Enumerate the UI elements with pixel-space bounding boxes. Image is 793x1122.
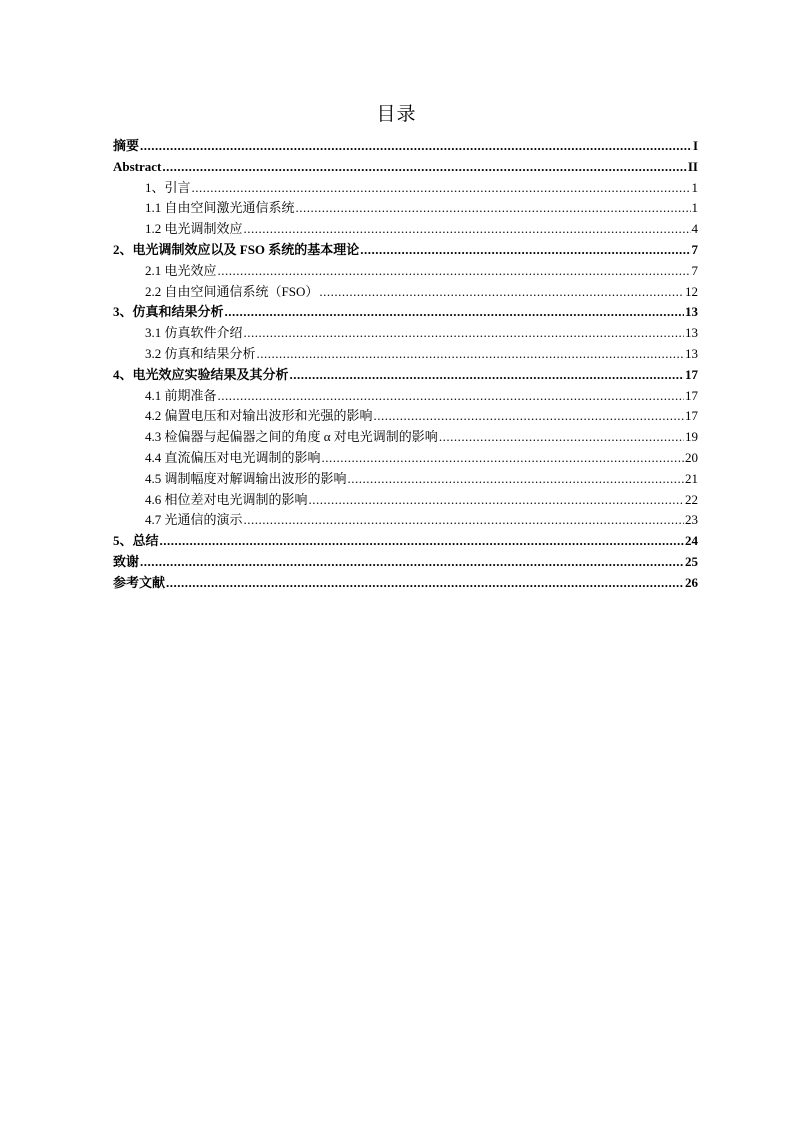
- toc-entry[interactable]: [113, 136, 698, 157]
- toc-entry-page: 13: [685, 345, 698, 361]
- toc-entry[interactable]: [113, 386, 698, 407]
- toc-entry[interactable]: [113, 323, 698, 344]
- toc-entry-text: 参考文献: [113, 574, 166, 590]
- toc-entry-text: 3、仿真和结果分析: [113, 304, 224, 320]
- toc-entry-text: 摘要: [113, 138, 140, 153]
- toc-entry[interactable]: [113, 261, 698, 282]
- toc-entry-page: 1: [691, 179, 698, 195]
- dot-leader: [309, 490, 684, 511]
- page-title: 目录: [376, 103, 417, 125]
- toc-entry-page: 24: [685, 533, 698, 549]
- toc-entry-text: 4.7 光通信的演示: [145, 512, 243, 528]
- toc-entry-page: 13: [685, 325, 698, 341]
- toc-entry-page: 1: [691, 200, 698, 216]
- toc-entry-text: 1.2 电光调制效应: [145, 221, 243, 237]
- dot-leader: [322, 448, 684, 469]
- dot-leader: [218, 261, 691, 282]
- dot-leader: [374, 406, 684, 427]
- toc-entry-text: 5、总结: [113, 533, 159, 549]
- dot-leader: [319, 282, 684, 303]
- toc-entry-page: 20: [685, 449, 698, 465]
- toc-entry-page: 7: [691, 241, 698, 257]
- toc-entry-page: 25: [685, 553, 698, 569]
- toc-entry-text: 2.1 电光效应: [145, 262, 217, 278]
- toc-entry[interactable]: [113, 157, 698, 178]
- dot-leader: [360, 240, 690, 261]
- table-of-contents: [113, 136, 698, 594]
- toc-entry-text: 4.1 前期准备: [145, 387, 217, 403]
- toc-entry[interactable]: [113, 552, 698, 573]
- dot-leader: [296, 198, 691, 219]
- dot-leader: [244, 323, 684, 344]
- toc-entry-text: 2、电光调制效应以及 FSO 系统的基本理论: [113, 241, 360, 257]
- toc-entry-text: Abstract: [113, 158, 162, 174]
- dot-leader: [140, 136, 692, 157]
- toc-entry-page: 19: [685, 429, 698, 445]
- toc-entry[interactable]: [113, 406, 698, 427]
- dot-leader: [348, 469, 684, 490]
- toc-entry-text: 3.1 仿真软件介绍: [145, 325, 243, 341]
- toc-entry[interactable]: [113, 302, 698, 323]
- toc-entry[interactable]: [113, 531, 698, 552]
- toc-entry[interactable]: [113, 344, 698, 365]
- toc-entry-page: 23: [685, 512, 698, 528]
- toc-entry[interactable]: [113, 282, 698, 303]
- toc-entry-page: 7: [691, 262, 698, 278]
- dot-leader: [290, 365, 684, 386]
- toc-entry-text: 4、电光效应实验结果及其分析: [113, 366, 289, 382]
- toc-entry-text: 1、引言: [145, 179, 191, 195]
- toc-entry[interactable]: [113, 219, 698, 240]
- toc-entry[interactable]: [113, 490, 698, 511]
- toc-entry-text: 2.2 自由空间通信系统（FSO）: [145, 283, 319, 299]
- toc-entry-page: 17: [685, 408, 698, 424]
- toc-entry-page: 17: [685, 387, 698, 403]
- toc-entry-text: 致谢: [113, 553, 140, 569]
- toc-entry-page: 17: [685, 366, 698, 382]
- toc-entry-page: I: [692, 138, 698, 153]
- toc-entry-text: 4.4 直流偏压对电光调制的影响: [145, 449, 321, 465]
- toc-entry-text: 4.6 相位差对电光调制的影响: [145, 491, 308, 507]
- dot-leader: [257, 344, 684, 365]
- toc-entry-page: 4: [691, 221, 698, 237]
- toc-entry-page: II: [687, 158, 698, 174]
- dot-leader: [166, 573, 684, 594]
- dot-leader: [439, 427, 684, 448]
- dot-leader: [225, 302, 684, 323]
- toc-entry[interactable]: [113, 240, 698, 261]
- dot-leader: [140, 552, 684, 573]
- toc-entry[interactable]: [113, 427, 698, 448]
- toc-entry[interactable]: [113, 510, 698, 531]
- toc-entry[interactable]: [113, 448, 698, 469]
- dot-leader: [162, 157, 686, 178]
- toc-entry[interactable]: [113, 178, 698, 199]
- toc-entry-page: 22: [685, 491, 698, 507]
- dot-leader: [244, 510, 684, 531]
- toc-entry-page: 26: [685, 574, 698, 590]
- toc-entry[interactable]: [113, 198, 698, 219]
- toc-entry-text: 4.2 偏置电压和对输出波形和光强的影响: [145, 408, 373, 424]
- toc-entry[interactable]: [113, 469, 698, 490]
- dot-leader: [218, 386, 684, 407]
- dot-leader: [192, 178, 691, 199]
- toc-entry-text: 4.3 检偏器与起偏器之间的角度 α 对电光调制的影响: [145, 429, 438, 445]
- toc-entry-text: 1.1 自由空间激光通信系统: [145, 200, 295, 216]
- toc-entry[interactable]: [113, 573, 698, 594]
- toc-entry-page: 13: [685, 304, 698, 320]
- toc-entry[interactable]: [113, 365, 698, 386]
- toc-entry-page: 12: [685, 283, 698, 299]
- dot-leader: [160, 531, 684, 552]
- toc-entry-page: 21: [685, 470, 698, 486]
- toc-entry-text: 4.5 调制幅度对解调输出波形的影响: [145, 470, 347, 486]
- toc-entry-text: 3.2 仿真和结果分析: [145, 345, 256, 361]
- dot-leader: [244, 219, 691, 240]
